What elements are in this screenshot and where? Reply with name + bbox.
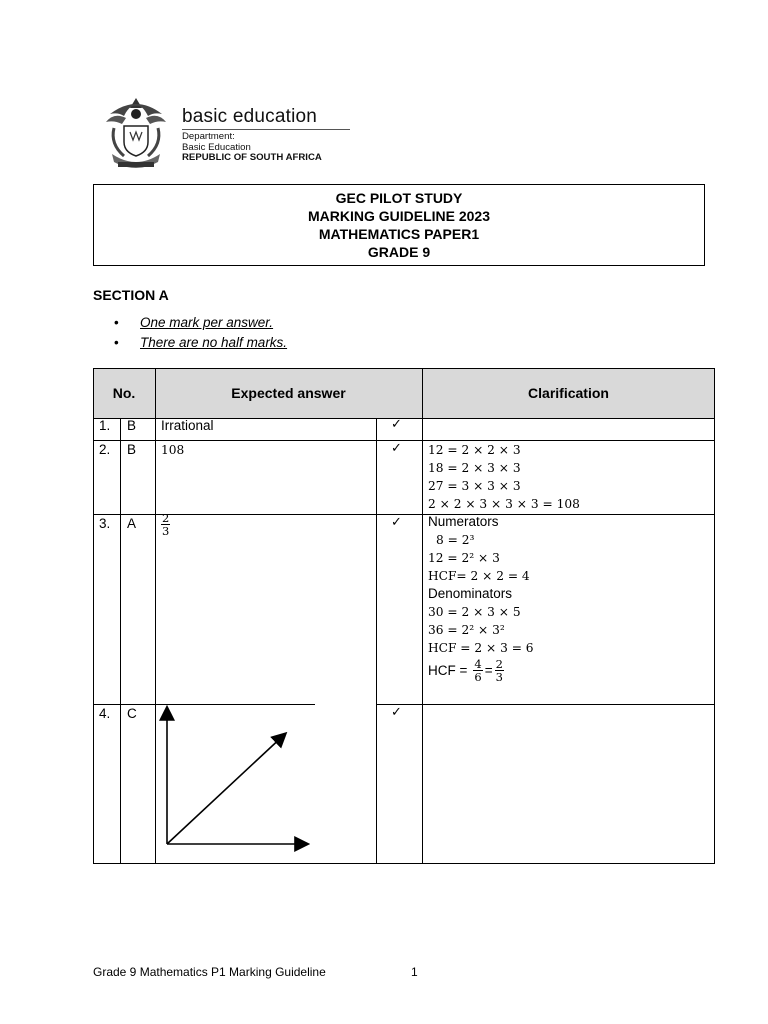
coat-of-arms-icon xyxy=(100,92,172,170)
clarification-line: 18 = 2 × 3 × 3 xyxy=(428,461,521,475)
title-line-4: GRADE 9 xyxy=(367,244,431,260)
answer-letter: C xyxy=(127,706,137,721)
row-divider xyxy=(93,514,715,515)
clarification-line: 36 = 2² × 3² xyxy=(428,623,505,637)
col-divider-letter xyxy=(155,368,156,864)
table-border-top xyxy=(93,368,715,369)
hcf-fraction-1 xyxy=(473,658,482,683)
row-divider xyxy=(376,704,715,705)
table-border-right xyxy=(714,368,715,864)
rule-item xyxy=(114,333,287,353)
marking-rules-list xyxy=(114,313,287,352)
marking-table xyxy=(93,368,715,864)
header-no: No. xyxy=(93,368,155,418)
clarification-line: 27 = 3 × 3 × 3 xyxy=(428,479,521,493)
department-logo xyxy=(100,92,360,172)
title-line-3: MATHEMATICS PAPER1 xyxy=(318,226,480,242)
col-divider-tick xyxy=(376,418,377,864)
check-mark-icon: ✓ xyxy=(391,514,402,529)
equals-sign: = xyxy=(484,663,493,678)
fraction-numerator: 2 xyxy=(495,657,503,671)
row-number: 1. xyxy=(99,418,111,433)
fraction-denominator: 3 xyxy=(162,524,170,538)
fraction-numerator: 2 xyxy=(162,511,170,525)
row-number: 3. xyxy=(99,516,111,531)
table-border-left xyxy=(93,368,94,864)
header-clarification: Clarification xyxy=(422,368,715,418)
title-line-1: GEC PILOT STUDY xyxy=(335,190,463,206)
clarification-line: 30 = 2 × 3 × 5 xyxy=(428,605,521,619)
fraction-numerator: 4 xyxy=(474,657,482,671)
footer-title: Grade 9 Mathematics P1 Marking Guideline xyxy=(93,965,326,979)
col-divider-no xyxy=(120,418,121,864)
rule-text: One mark per answer. xyxy=(140,315,274,330)
expected-answer: 108 xyxy=(161,443,185,457)
clarification-line: Denominators xyxy=(428,586,513,601)
row-number: 2. xyxy=(99,442,111,457)
answer-letter: A xyxy=(127,516,137,531)
dept-line-1: Department: xyxy=(182,131,235,142)
expected-answer-fraction xyxy=(161,512,170,537)
document-title-box xyxy=(93,184,705,266)
diagonal-arrow xyxy=(167,734,285,844)
fraction-denominator: 3 xyxy=(495,670,503,684)
rule-item xyxy=(114,313,287,333)
brand-divider xyxy=(182,129,350,130)
col-divider-clarification xyxy=(422,368,423,864)
hcf-fraction-line xyxy=(428,658,504,683)
check-mark-icon: ✓ xyxy=(391,704,402,719)
table-border-bottom xyxy=(93,863,715,864)
dept-line-3: REPUBLIC OF SOUTH AFRICA xyxy=(182,152,322,164)
brand-name: basic education xyxy=(182,106,318,127)
clarification-line: HCF = 2 × 3 = 6 xyxy=(428,641,534,655)
vector-axes-diagram xyxy=(157,704,317,854)
clarification-line: Numerators xyxy=(428,514,499,529)
fraction-denominator: 6 xyxy=(474,670,482,684)
hcf-label: HCF = xyxy=(428,663,468,678)
title-line-2: MARKING GUIDELINE 2023 xyxy=(307,208,491,224)
row-divider xyxy=(93,440,715,441)
section-heading: SECTION A xyxy=(93,287,169,303)
bullet-icon: • xyxy=(114,334,119,350)
clarification-line: 12 = 2² × 3 xyxy=(428,551,500,565)
page-number: 1 xyxy=(411,965,418,979)
answer-letter: B xyxy=(127,442,137,457)
clarification-line: 2 × 2 × 3 × 3 × 3 = 108 xyxy=(428,497,580,511)
row-number: 4. xyxy=(99,706,111,721)
header-expected-answer: Expected answer xyxy=(155,368,422,418)
bullet-icon: • xyxy=(114,315,119,330)
clarification-line: 12 = 2 × 2 × 3 xyxy=(428,443,521,457)
check-mark-icon: ✓ xyxy=(391,440,402,455)
expected-answer: Irrational xyxy=(161,418,214,433)
clarification-line: HCF= 2 × 2 = 4 xyxy=(428,569,530,583)
department-text xyxy=(182,132,322,164)
dept-line-2: Basic Education xyxy=(182,141,251,153)
clarification-line: 8 = 2³ xyxy=(436,533,475,547)
rule-text: There are no half marks. xyxy=(140,334,288,350)
check-mark-icon: ✓ xyxy=(391,416,402,431)
answer-letter: B xyxy=(127,418,137,433)
hcf-fraction-2 xyxy=(495,658,504,683)
